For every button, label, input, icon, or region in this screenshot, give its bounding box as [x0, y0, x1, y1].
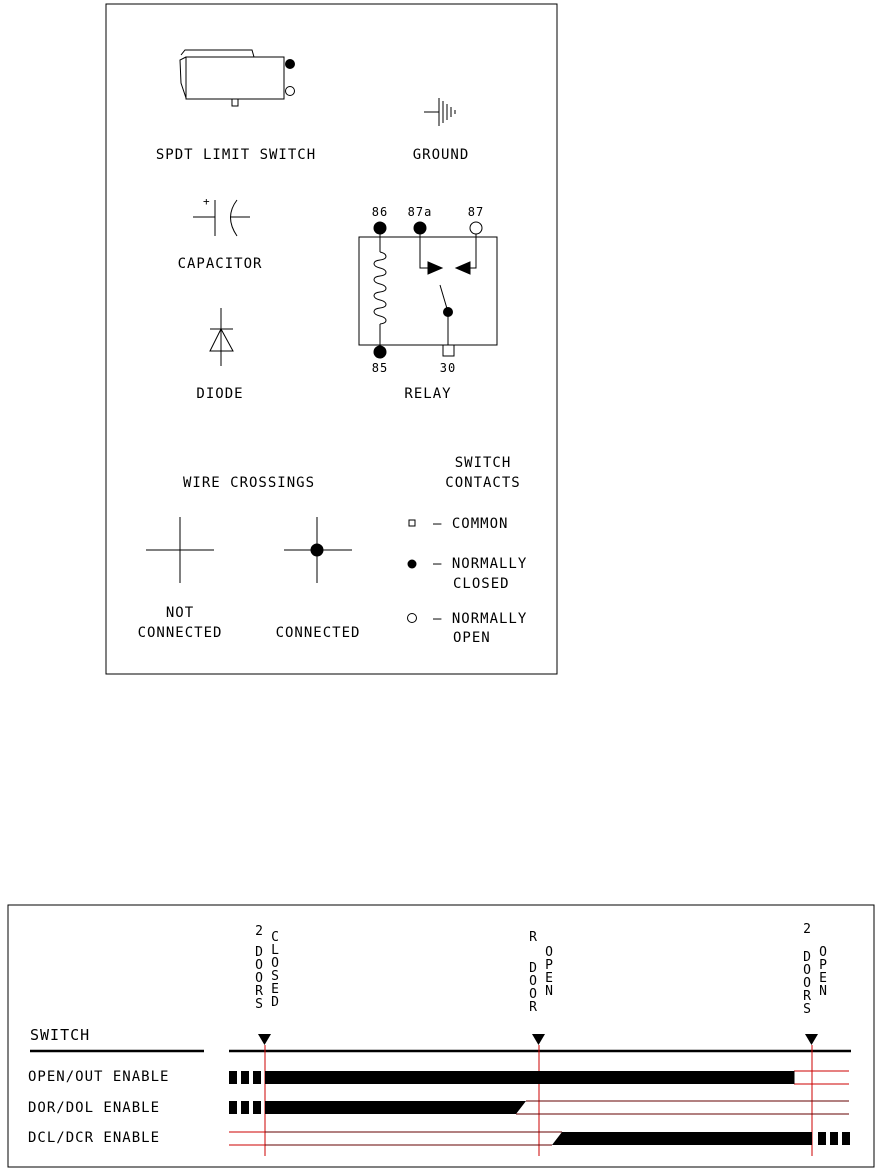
not-connected-label-line2: CONNECTED [137, 625, 223, 641]
normally-closed-contact-icon [408, 560, 417, 569]
ground-label: GROUND [412, 147, 470, 163]
diode-label: DIODE [196, 386, 244, 402]
event-2-state: OPEN [545, 945, 553, 999]
switch-contacts-label-line1: SWITCH [454, 455, 512, 471]
switch-contacts-label-line2: CONTACTS [445, 475, 521, 491]
event-3-state: OPEN [819, 945, 827, 999]
row-label-dor-dol-enable: DOR/DOL ENABLE [28, 1100, 161, 1116]
event-1-state: CLOSED [271, 930, 279, 1010]
wire-crossing-connected-symbol [284, 517, 352, 583]
not-connected-label-line1: NOT [165, 605, 195, 621]
row-dor-dol-enable-trace [229, 1101, 849, 1114]
relay-pin-87a: 87a [407, 205, 433, 219]
spdt-limit-switch-symbol [180, 50, 295, 106]
event-3-count: 2 [803, 922, 811, 937]
relay-pin-85: 85 [371, 361, 389, 375]
event-2-subject: DOOR [529, 961, 537, 1015]
event-marker-2-doors-closed [258, 1034, 271, 1156]
capacitor-label: CAPACITOR [177, 256, 263, 272]
wire-crossings-label: WIRE CROSSINGS [182, 475, 316, 491]
connected-label: CONNECTED [275, 625, 361, 641]
relay-pin-86: 86 [371, 205, 389, 219]
spdt-limit-switch-label: SPDT LIMIT SWITCH [155, 147, 317, 163]
wire-crossing-not-connected-symbol [146, 517, 214, 583]
row-open-out-enable-trace [229, 1071, 849, 1084]
ground-symbol [424, 98, 455, 126]
normally-open-contact-icon [408, 614, 417, 623]
row-label-open-out-enable: OPEN/OUT ENABLE [28, 1069, 170, 1085]
common-label: – COMMON [433, 516, 509, 532]
relay-pin-30: 30 [439, 361, 457, 375]
normally-open-label-line1: – NORMALLY [433, 611, 528, 627]
relay-pin-87: 87 [467, 205, 485, 219]
common-contact-icon [409, 520, 415, 526]
event-2-side: R [529, 930, 537, 945]
event-marker-2-doors-open [805, 1034, 818, 1156]
diode-symbol [210, 308, 233, 366]
capacitor-symbol [193, 200, 250, 236]
event-3-subject: DOORS [803, 950, 811, 1017]
event-1-count: 2 [255, 924, 263, 939]
normally-open-label-line2: OPEN [453, 630, 491, 646]
normally-closed-label-line1: – NORMALLY [433, 556, 528, 572]
timing-header-switch: SWITCH [30, 1026, 91, 1044]
normally-closed-label-line2: CLOSED [453, 576, 510, 592]
capacitor-plus-label: + [203, 195, 211, 208]
relay-label: RELAY [404, 386, 452, 402]
row-dcl-dcr-enable-trace [229, 1132, 850, 1145]
event-1-subject: DOORS [255, 945, 263, 1012]
event-marker-r-door-open [532, 1034, 545, 1156]
relay-symbol [359, 222, 497, 358]
row-label-dcl-dcr-enable: DCL/DCR ENABLE [28, 1130, 161, 1146]
